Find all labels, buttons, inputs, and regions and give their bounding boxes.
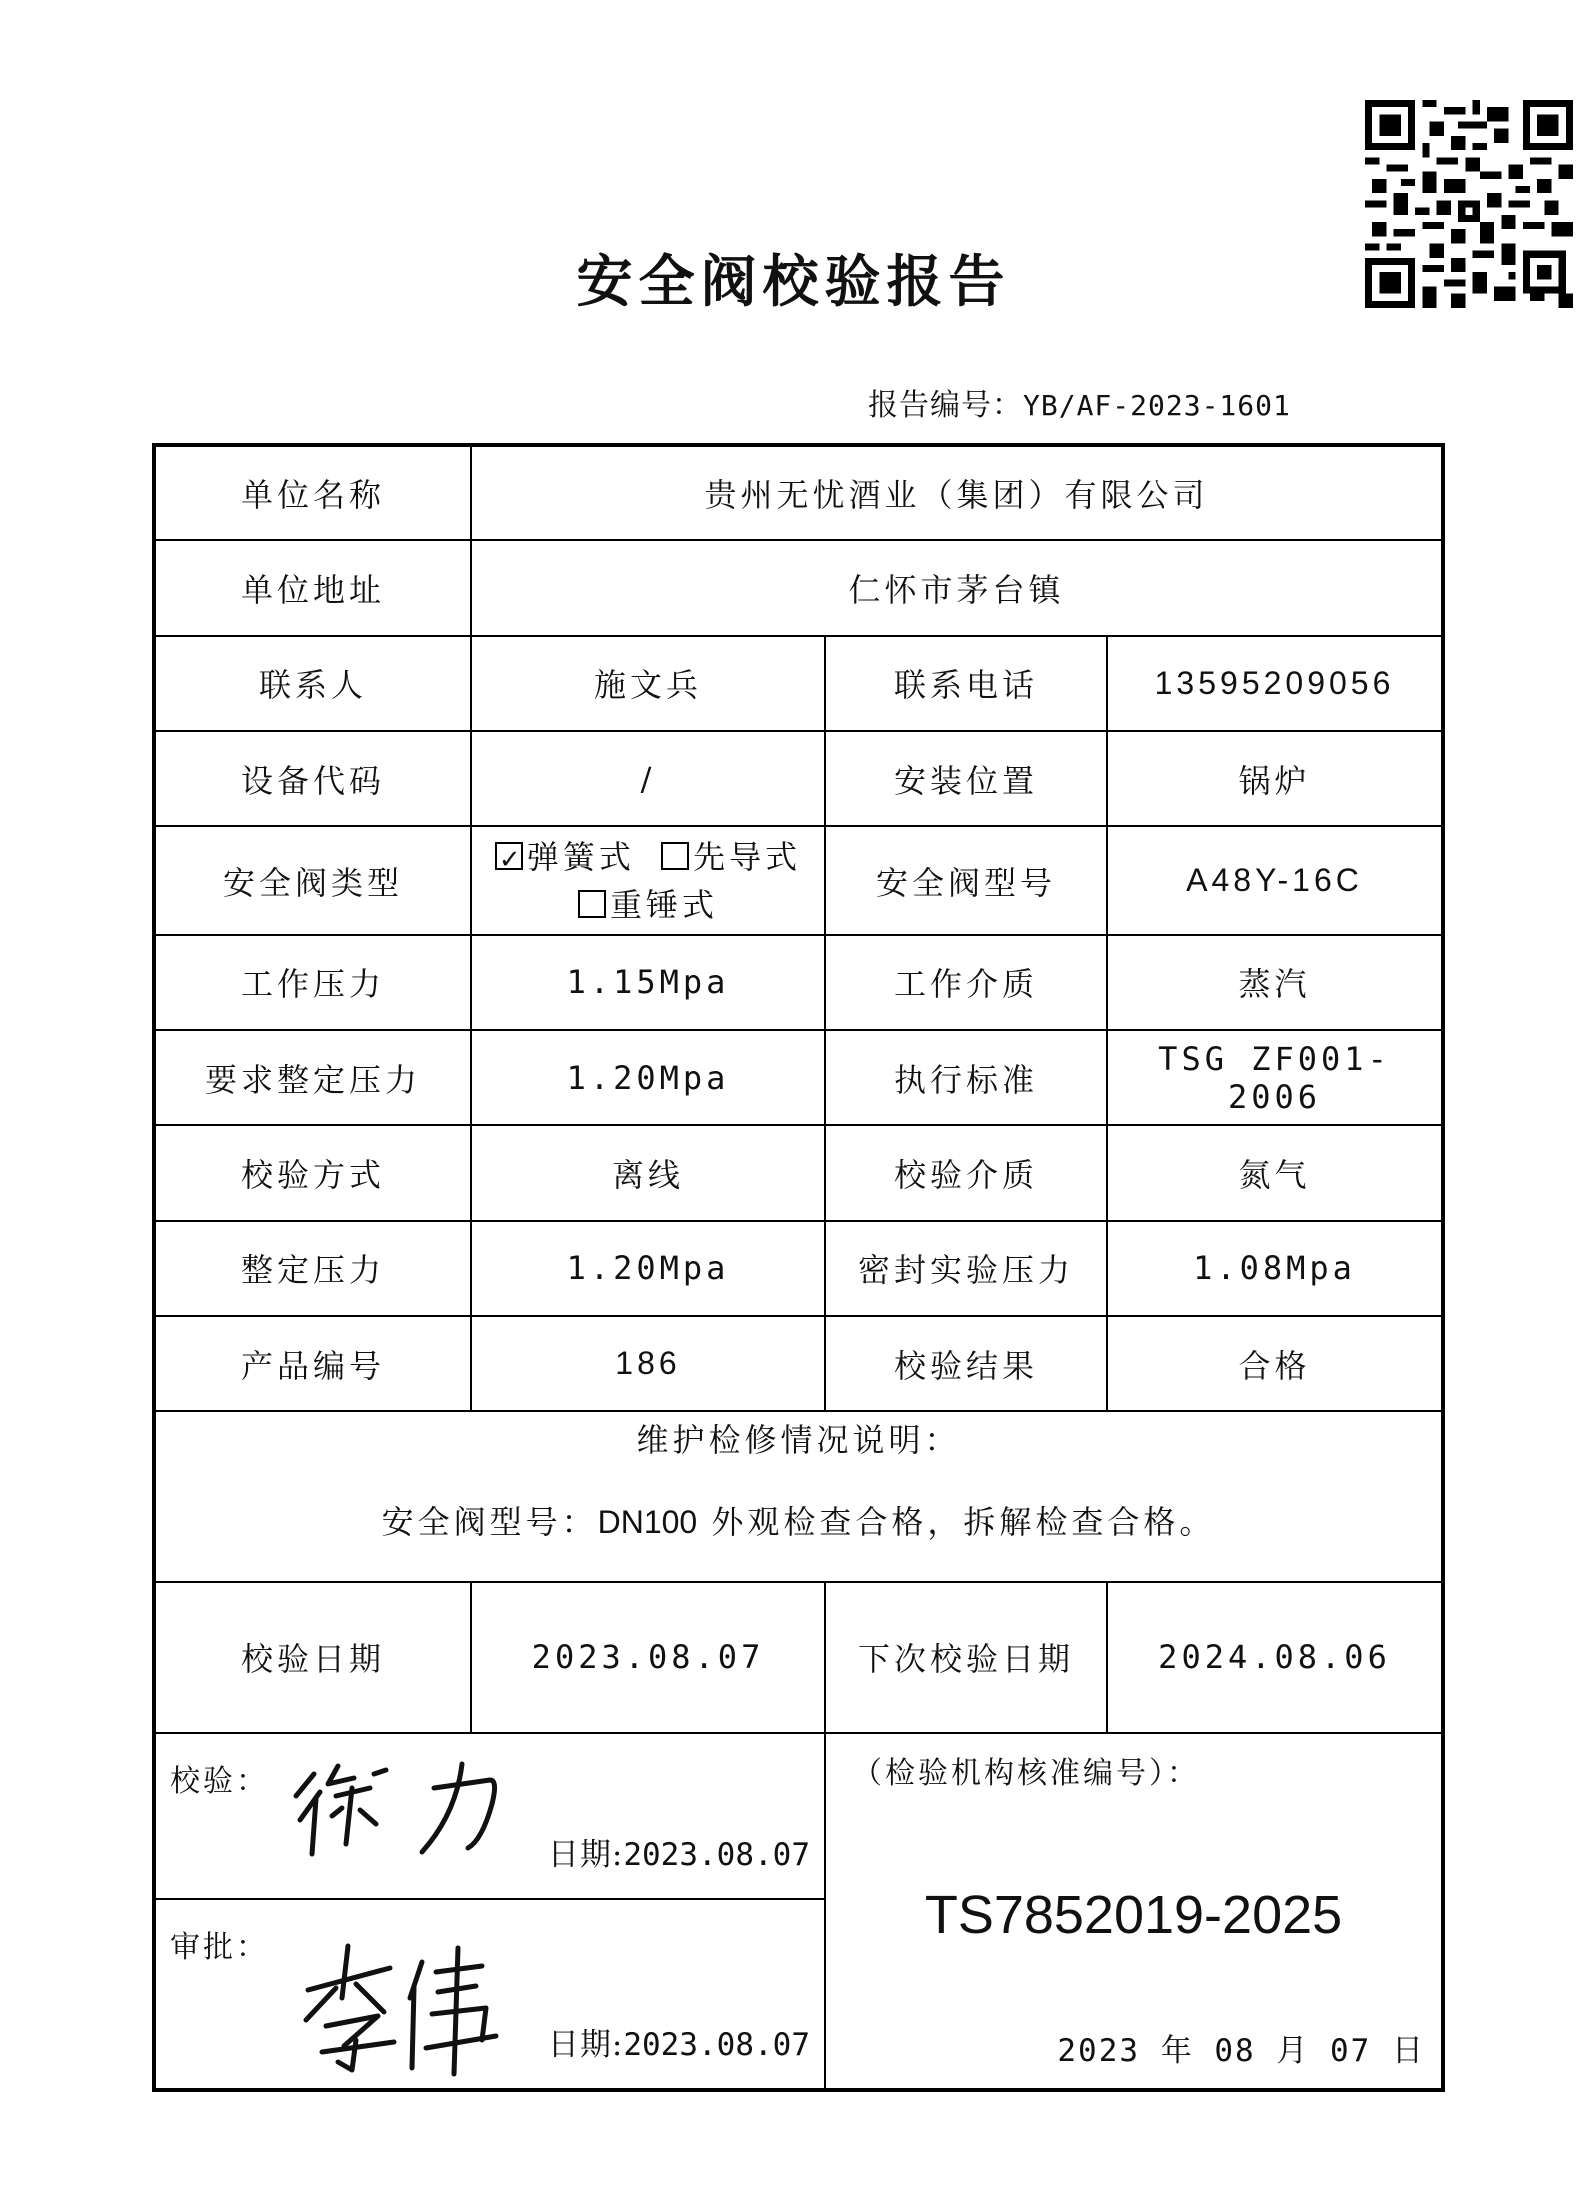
inspector-signature-image <box>286 1744 526 1864</box>
row-required <box>154 1030 1443 1125</box>
seal-pressure-value: 1.08Mpa <box>1107 1221 1443 1316</box>
inspector-label: 校验： <box>170 1763 269 1799</box>
inspector-date <box>548 1829 810 1874</box>
valve-type-label: 安全阀类型 <box>154 826 471 934</box>
report-title: 安全阀校验报告 <box>576 249 1011 315</box>
valve-type-options <box>471 826 825 934</box>
approver-date-value: 2023.08.07 <box>623 2027 810 2063</box>
test-result-label: 校验结果 <box>825 1316 1107 1411</box>
row-method <box>154 1125 1443 1220</box>
work-pressure-label: 工作压力 <box>154 935 471 1030</box>
maintenance-notes <box>154 1411 1443 1582</box>
device-code-label: 设备代码 <box>154 731 471 826</box>
approver-date <box>548 2019 810 2064</box>
unit-address-label: 单位地址 <box>154 540 471 635</box>
contact-person-value: 施文兵 <box>471 636 825 731</box>
row-unit-name <box>154 445 1443 540</box>
maintenance-text: 外观检查合格，拆解检查合格。 <box>711 1502 1216 1541</box>
inspector-date-value: 2023.08.07 <box>623 1837 810 1874</box>
org-approval-number: TS7852019-2025 <box>924 1884 1343 1945</box>
required-set-pressure-label: 要求整定压力 <box>154 1030 471 1125</box>
test-medium-value: 氮气 <box>1107 1125 1443 1220</box>
report-form <box>152 443 1445 2092</box>
install-location-label: 安装位置 <box>825 731 1107 826</box>
approver-label: 审批： <box>170 1930 269 1966</box>
contact-person-label: 联系人 <box>154 636 471 731</box>
unit-name-value: 贵州无忧酒业（集团）有限公司 <box>471 445 1443 540</box>
report-number-value: YB/AF-2023-1601 <box>1023 389 1291 422</box>
seal-pressure-label: 密封实验压力 <box>825 1221 1107 1316</box>
set-pressure-label: 整定压力 <box>154 1221 471 1316</box>
inspection-org-block <box>825 1733 1443 2090</box>
checkbox-empty-icon[interactable] <box>578 890 606 918</box>
row-set-pressure <box>154 1221 1443 1316</box>
test-date-label: 校验日期 <box>154 1582 471 1733</box>
inspector-signoff <box>154 1733 825 1900</box>
test-method-value: 离线 <box>471 1125 825 1220</box>
contact-phone-value: 13595209056 <box>1107 636 1443 731</box>
standard-value: TSG ZF001-2006 <box>1107 1030 1443 1125</box>
approver-signoff <box>154 1899 825 2090</box>
maintenance-detail <box>162 1497 1435 1579</box>
checkbox-empty-icon[interactable] <box>661 842 689 870</box>
row-dates <box>154 1582 1443 1733</box>
valve-type-option-weight: 重锤式 <box>609 885 718 924</box>
unit-name-label: 单位名称 <box>154 445 471 540</box>
row-unit-address <box>154 540 1443 635</box>
org-date: 2023 年 08 月 07 日 <box>1057 2033 1426 2069</box>
product-number-value: 186 <box>471 1316 825 1411</box>
maintenance-heading: 维护检修情况说明： <box>636 1420 961 1459</box>
test-date-value: 2023.08.07 <box>471 1582 825 1733</box>
row-contact <box>154 636 1443 731</box>
product-number-label: 产品编号 <box>154 1316 471 1411</box>
report-number-label: 报告编号： <box>868 388 1023 423</box>
approver-date-label: 日期: <box>547 2027 624 2063</box>
valve-model-label: 安全阀型号 <box>825 826 1107 934</box>
row-working <box>154 935 1443 1030</box>
next-test-date-value: 2024.08.06 <box>1107 1582 1443 1733</box>
maintenance-prefix: 安全阀型号： <box>381 1502 598 1541</box>
valve-type-option-spring: 弹簧式 <box>526 837 635 876</box>
device-code-value: / <box>471 731 825 826</box>
report-number <box>868 380 1291 424</box>
install-location-value: 锅炉 <box>1107 731 1443 826</box>
maintenance-size: DN100 <box>597 1503 698 1540</box>
org-approval-label: （检验机构核准编号）： <box>852 1755 1200 1791</box>
inspector-date-label: 日期: <box>547 1837 624 1874</box>
contact-phone-label: 联系电话 <box>825 636 1107 731</box>
test-medium-label: 校验介质 <box>825 1125 1107 1220</box>
next-test-date-label: 下次校验日期 <box>825 1582 1107 1733</box>
valve-model-value: A48Y-16C <box>1107 826 1443 934</box>
row-device <box>154 731 1443 826</box>
row-valve-type <box>154 826 1443 934</box>
test-result-value: 合格 <box>1107 1316 1443 1411</box>
row-inspector <box>154 1733 1443 1900</box>
checkbox-checked-icon[interactable] <box>495 842 523 870</box>
test-method-label: 校验方式 <box>154 1125 471 1220</box>
work-medium-label: 工作介质 <box>825 935 1107 1030</box>
valve-type-option-pilot: 先导式 <box>693 837 802 876</box>
row-product <box>154 1316 1443 1411</box>
work-medium-value: 蒸汽 <box>1107 935 1443 1030</box>
set-pressure-value: 1.20Mpa <box>471 1221 825 1316</box>
unit-address-value: 仁怀市茅台镇 <box>471 540 1443 635</box>
approver-signature-image <box>286 1928 526 2078</box>
standard-label: 执行标准 <box>825 1030 1107 1125</box>
work-pressure-value: 1.15Mpa <box>471 935 825 1030</box>
row-maintenance <box>154 1411 1443 1582</box>
required-set-pressure-value: 1.20Mpa <box>471 1030 825 1125</box>
